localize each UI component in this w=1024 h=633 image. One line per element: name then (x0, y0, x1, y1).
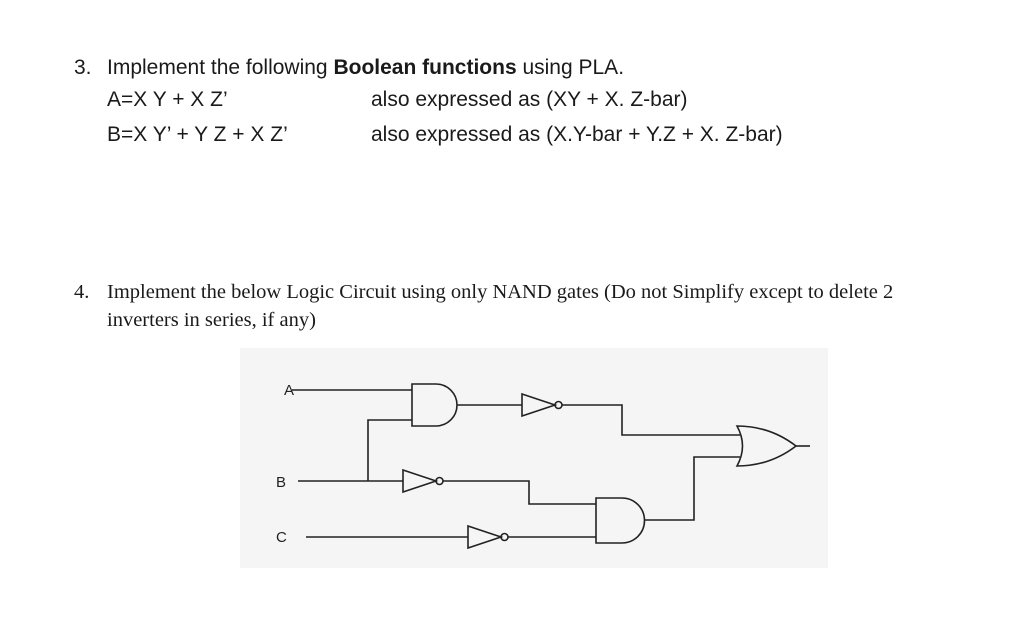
question-4-number: 4. (74, 281, 90, 303)
wire-b-branch (368, 420, 412, 481)
and-gate-1 (412, 384, 457, 426)
and-gate-2 (596, 498, 645, 543)
equation-b: B=X Y’ + Y Z + X Z’ (107, 123, 288, 146)
question-3-intro-end: using PLA. (516, 56, 625, 79)
wire-and2-out (645, 457, 741, 520)
not-gate-3 (468, 526, 501, 548)
input-label-c: C (276, 529, 287, 546)
logic-circuit-diagram (240, 348, 828, 568)
not-gate-1 (522, 394, 555, 416)
question-3-prompt (107, 53, 624, 83)
input-label-b: B (276, 474, 287, 491)
or-gate (737, 426, 796, 466)
equation-a: A=X Y + X Z’ (107, 88, 228, 111)
logic-circuit-svg (240, 348, 828, 568)
question-4-prompt: Implement the below Logic Circuit using only NAND gates (Do not Simplify except to delete 2 inverters in series, if any) (107, 281, 894, 331)
input-label-a: A (284, 382, 295, 399)
equation-a-alt: also expressed as (XY + X. Z-bar) (371, 88, 688, 111)
not-gate-2 (403, 470, 436, 492)
question-3-intro: Implement the following (107, 56, 334, 79)
wire-not2-out (443, 481, 596, 504)
equation-b-alt: also expressed as (X.Y-bar + Y.Z + X. Z-bar) (371, 123, 783, 146)
wire-not1-out (562, 405, 740, 435)
question-3-bold-term: Boolean functions (333, 56, 517, 79)
question-3-number: 3. (74, 56, 92, 79)
